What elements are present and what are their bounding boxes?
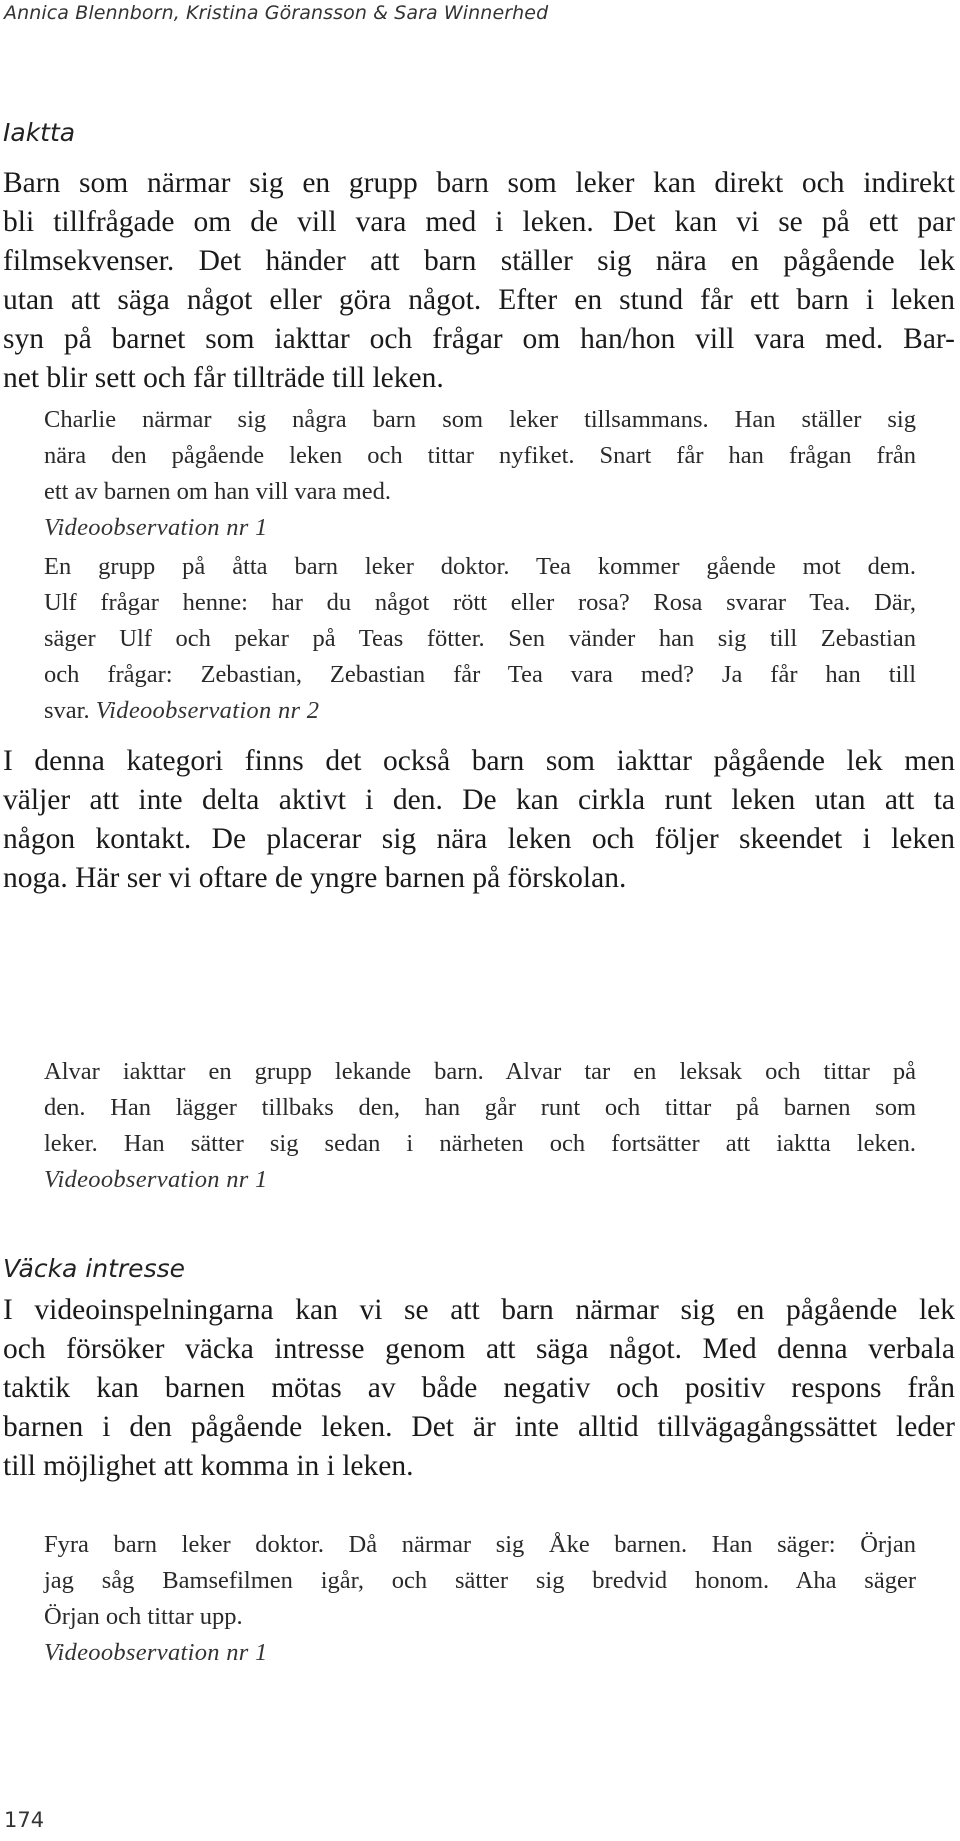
observation-quote	[44, 402, 916, 546]
text-line: någon kontakt. De placerar sig nära leken och följer skeendet i leken	[3, 823, 955, 855]
text-line: väljer att inte delta aktivt i den. De kan cirkla runt leken utan att ta	[3, 784, 955, 816]
text-line: utan att säga något eller göra något. Efter en stund får ett barn i leken	[3, 284, 955, 316]
quote-line: Alvar iakttar en grupp lekande barn. Alvar tar en leksak och tittar på	[44, 1058, 916, 1085]
observation-quote	[44, 1054, 916, 1198]
quote-line: jag såg Bamsefilmen igår, och sätter sig bredvid honom. Aha säger	[44, 1567, 916, 1594]
observation-quote	[44, 549, 916, 729]
text-line: och försöker väcka intresse genom att säga något. Med denna verbala	[3, 1333, 955, 1365]
observation-citation: Videoobservation nr 1	[44, 1639, 268, 1666]
observation-citation: Videoobservation nr 1	[44, 1166, 268, 1193]
quote-line: den. Han lägger tillbaks den, han går runt och tittar på barnen som	[44, 1094, 916, 1121]
text-line: Barn som närmar sig en grupp barn som leker kan direkt och indirekt	[3, 167, 955, 199]
text-line: net blir sett och får tillträde till leken.	[3, 362, 444, 394]
quote-line: ett av barnen om han vill vara med.	[44, 478, 391, 505]
quote-line: En grupp på åtta barn leker doktor. Tea kommer gående mot dem.	[44, 553, 916, 580]
quote-line	[44, 693, 916, 729]
text-line: filmsekvenser. Det händer att barn ställer sig nära en pågående lek	[3, 245, 955, 277]
section-heading-iaktta: Iaktta	[3, 118, 76, 147]
text-line: taktik kan barnen mötas av både negativ och positiv respons från	[3, 1372, 955, 1404]
quote-line: Örjan och tittar upp.	[44, 1603, 243, 1630]
text-line: I videoinspelningarna kan vi se att barn närmar sig en pågående lek	[3, 1294, 955, 1326]
running-header: Annica Blennborn, Kristina Göransson & Sara Winnerhed	[4, 2, 549, 24]
observation-citation: Videoobservation nr 2	[95, 697, 320, 724]
page-number: 174	[4, 1808, 45, 1832]
observation-quote	[44, 1527, 916, 1671]
text-line: barnen i den pågående leken. Det är inte alltid tillvägagångssättet leder	[3, 1411, 955, 1443]
quote-line: och frågar: Zebastian, Zebastian får Tea vara med? Ja får han till	[44, 661, 916, 688]
text-line: noga. Här ser vi oftare de yngre barnen på förskolan.	[3, 862, 627, 894]
body-paragraph	[3, 742, 955, 898]
text-line: I denna kategori finns det också barn som iakttar pågående lek men	[3, 745, 955, 777]
text-line: syn på barnet som iakttar och frågar om han/hon vill vara med. Bar-	[3, 323, 955, 355]
quote-line: nära den pågående leken och tittar nyfiket. Snart får han frågan från	[44, 442, 916, 469]
quote-line-text: svar.	[44, 697, 90, 724]
body-paragraph	[3, 1291, 955, 1486]
observation-citation: Videoobservation nr 1	[44, 514, 268, 541]
quote-line: säger Ulf och pekar på Teas fötter. Sen vänder han sig till Zebastian	[44, 625, 916, 652]
quote-line: leker. Han sätter sig sedan i närheten och fortsätter att iaktta leken.	[44, 1130, 916, 1157]
quote-line: Ulf frågar henne: har du något rött eller rosa? Rosa svarar Tea. Där,	[44, 589, 916, 616]
text-line: till möjlighet att komma in i leken.	[3, 1450, 414, 1482]
body-paragraph	[3, 164, 955, 398]
section-heading-vacka-intresse: Väcka intresse	[3, 1254, 185, 1283]
quote-line: Fyra barn leker doktor. Då närmar sig Åke barnen. Han säger: Örjan	[44, 1531, 916, 1558]
quote-line: Charlie närmar sig några barn som leker tillsammans. Han ställer sig	[44, 406, 916, 433]
text-line: bli tillfrågade om de vill vara med i leken. Det kan vi se på ett par	[3, 206, 955, 238]
